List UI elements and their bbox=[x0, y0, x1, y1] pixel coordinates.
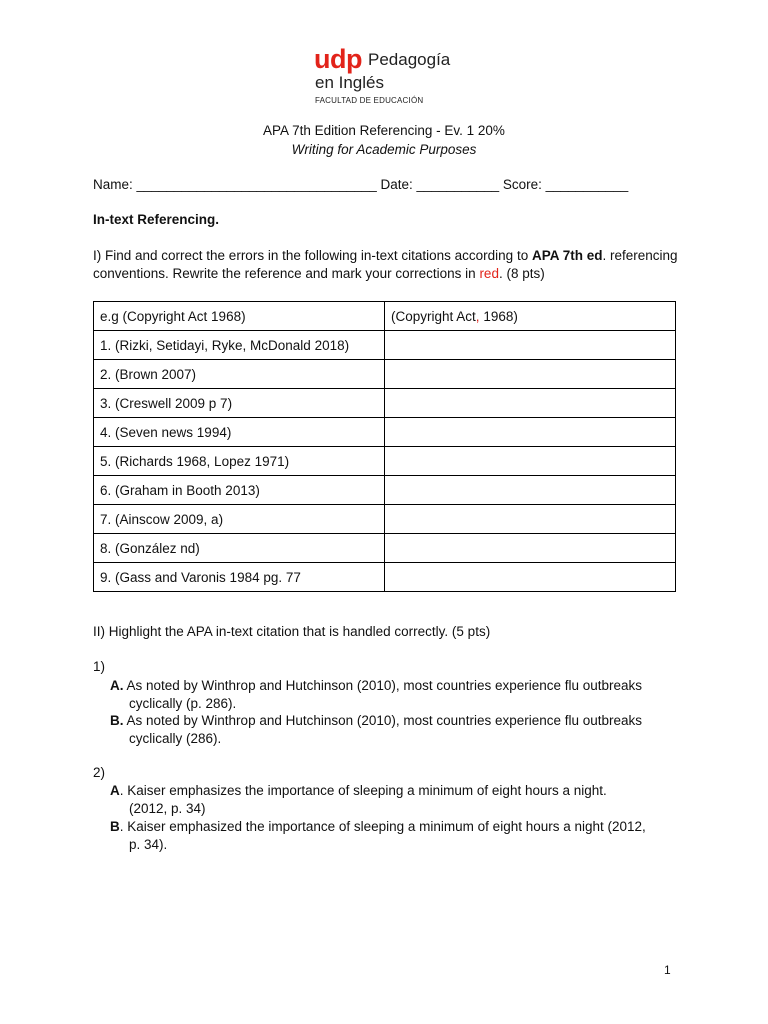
table-row bbox=[94, 563, 676, 592]
part2-instruction: II) Highlight the APA in-text citation that is handled correctly. (5 pts) bbox=[93, 624, 491, 639]
option-label: A. bbox=[110, 678, 124, 693]
part1-text-pre: I) Find and correct the errors in the following in-text citations according to bbox=[93, 248, 532, 263]
option-label: B bbox=[110, 819, 120, 834]
citation-table bbox=[93, 301, 676, 592]
table-row bbox=[94, 389, 676, 418]
example-correction-a: (Copyright Act bbox=[391, 308, 476, 324]
part1-instruction bbox=[93, 247, 693, 282]
logo-brand: udp bbox=[314, 44, 362, 74]
table-row bbox=[94, 476, 676, 505]
example-correction bbox=[385, 302, 676, 331]
answer-cell[interactable] bbox=[385, 563, 676, 592]
part1-text-mid: . referencing conventions. Rewrite the reference and mark your corrections in bbox=[93, 248, 678, 281]
citation-cell: 1. (Rizki, Setidayi, Ryke, McDonald 2018) bbox=[94, 331, 385, 360]
option-text: As noted by Winthrop and Hutchinson (2010), most countries experience flu outbreaks bbox=[123, 713, 643, 728]
part1-text-bold: APA 7th ed bbox=[531, 248, 603, 263]
answer-cell[interactable] bbox=[385, 447, 676, 476]
question-1-number: 1) bbox=[93, 659, 106, 674]
citation-cell: 9. (Gass and Varonis 1984 pg. 77 bbox=[94, 563, 385, 592]
q1-option-a[interactable] bbox=[110, 677, 680, 712]
citation-cell: 5. (Richards 1968, Lopez 1971) bbox=[94, 447, 385, 476]
option-text-cont: cyclically (286). bbox=[129, 730, 222, 746]
answer-cell[interactable] bbox=[385, 389, 676, 418]
part1-text-post: . (8 pts) bbox=[498, 265, 545, 281]
option-text: . Kaiser emphasized the importance of sleeping a minimum of eight hours a night (2012, bbox=[119, 819, 646, 834]
answer-cell[interactable] bbox=[385, 360, 676, 389]
citation-cell: 7. (Ainscow 2009, a) bbox=[94, 505, 385, 534]
table-row bbox=[94, 331, 676, 360]
question-2-number: 2) bbox=[93, 765, 106, 780]
option-text: . Kaiser emphasizes the importance of sleeping a minimum of eight hours a night. bbox=[119, 783, 607, 798]
part1-text-red: red bbox=[479, 265, 499, 281]
example-citation: e.g (Copyright Act 1968) bbox=[94, 302, 385, 331]
answer-cell[interactable] bbox=[385, 476, 676, 505]
option-text: As noted by Winthrop and Hutchinson (2010), most countries experience flu outbreaks bbox=[123, 678, 643, 693]
option-label: B. bbox=[110, 713, 124, 728]
logo-line1: Pedagogía bbox=[368, 50, 451, 69]
logo-line2: en Inglés bbox=[315, 73, 384, 92]
option-text-cont: p. 34). bbox=[129, 836, 168, 852]
citation-cell: 2. (Brown 2007) bbox=[94, 360, 385, 389]
table-row bbox=[94, 360, 676, 389]
answer-cell[interactable] bbox=[385, 534, 676, 563]
q1-option-b[interactable] bbox=[110, 712, 680, 747]
table-row bbox=[94, 505, 676, 534]
citation-cell: 3. (Creswell 2009 p 7) bbox=[94, 389, 385, 418]
q2-option-b[interactable] bbox=[110, 818, 680, 853]
option-text-cont: cyclically (p. 286). bbox=[129, 695, 237, 711]
table-row bbox=[94, 447, 676, 476]
q2-option-a[interactable] bbox=[110, 782, 680, 817]
answer-cell[interactable] bbox=[385, 418, 676, 447]
citation-cell: 8. (González nd) bbox=[94, 534, 385, 563]
table-row bbox=[94, 418, 676, 447]
table-row bbox=[94, 534, 676, 563]
table-row-example bbox=[94, 302, 676, 331]
answer-cell[interactable] bbox=[385, 331, 676, 360]
citation-cell: 4. (Seven news 1994) bbox=[94, 418, 385, 447]
example-correction-red: , bbox=[475, 308, 480, 324]
citation-cell: 6. (Graham in Booth 2013) bbox=[94, 476, 385, 505]
example-correction-b: 1968) bbox=[479, 308, 518, 324]
page-number: 1 bbox=[664, 963, 671, 977]
page-title: APA 7th Edition Referencing - Ev. 1 20% bbox=[263, 123, 505, 138]
section-heading: In-text Referencing. bbox=[93, 212, 220, 227]
page-subtitle: Writing for Academic Purposes bbox=[291, 142, 477, 157]
udp-logo bbox=[314, 46, 514, 106]
option-label: A bbox=[110, 783, 120, 798]
option-text-cont: (2012, p. 34) bbox=[129, 800, 206, 816]
name-date-score-line: Name: ________________________________ Date: ___________ Score: ___________ bbox=[93, 177, 629, 192]
logo-faculty: FACULTAD DE EDUCACIÓN bbox=[315, 96, 424, 105]
answer-cell[interactable] bbox=[385, 505, 676, 534]
